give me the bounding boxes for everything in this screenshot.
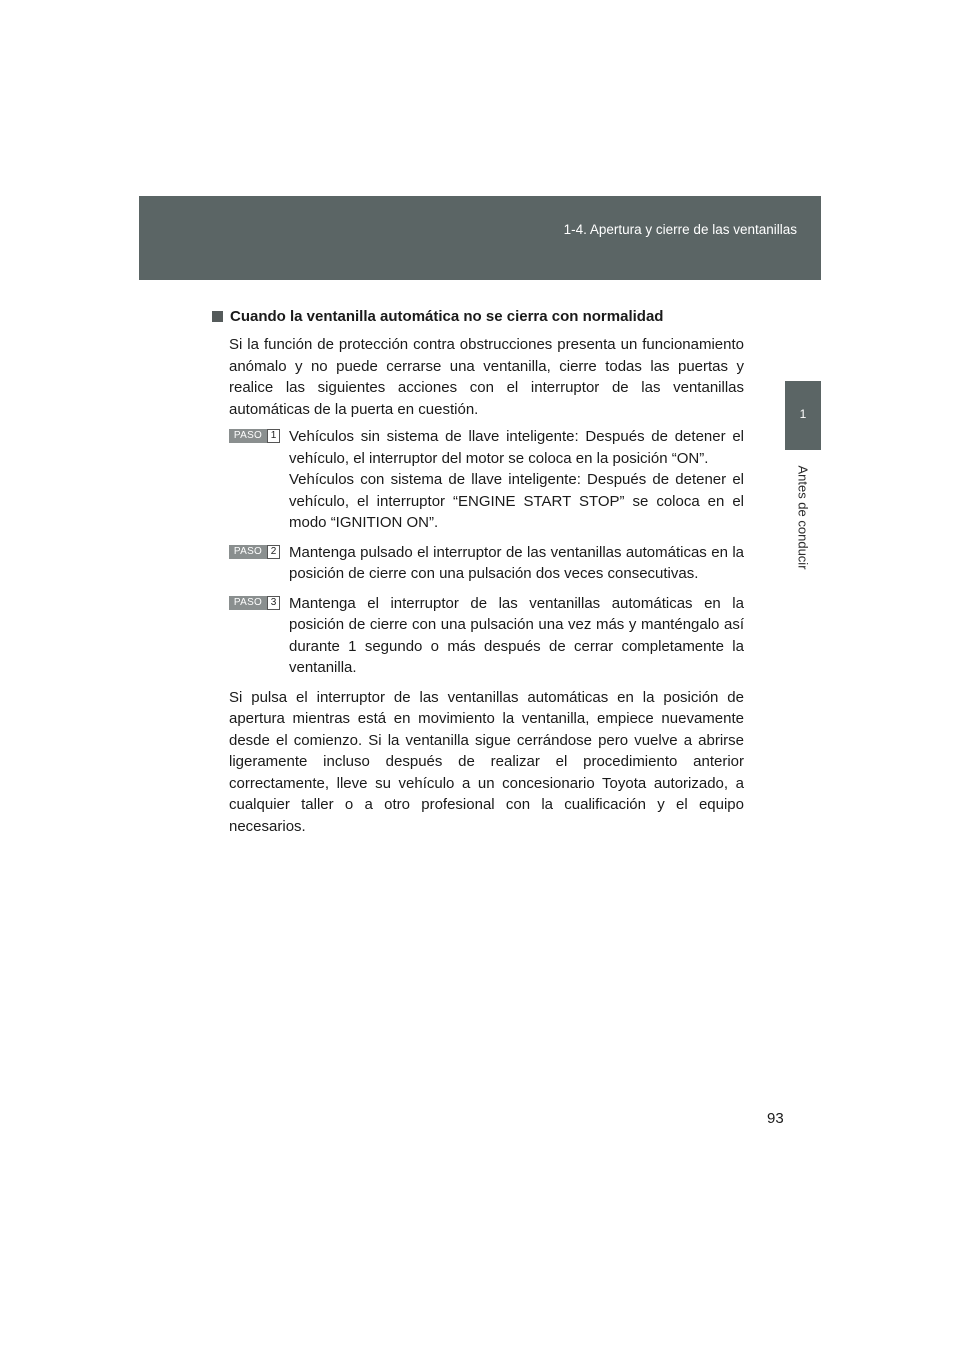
- step-badge-label: PASO: [229, 429, 267, 443]
- header-band: [139, 196, 821, 280]
- steps-list: [229, 426, 744, 679]
- step-paragraph: Mantenga el interruptor de las ventanillas automáticas en la posición de cierre con una pulsación una vez más y manténgalo así durante 1 segundo o más después de cerrar completamente la ventanilla.: [289, 594, 744, 676]
- chapter-number: 1: [799, 407, 807, 421]
- step-badge-label: PASO: [229, 596, 267, 610]
- step-text: [289, 593, 744, 679]
- step-badge-label: PASO: [229, 545, 267, 559]
- step-paragraph: Mantenga pulsado el interruptor de las ventanillas automáticas en la posición de cierre con una pulsación dos veces consecutivas.: [289, 543, 744, 582]
- chapter-label-wrapper: [795, 452, 811, 570]
- step-badge-number: 3: [267, 596, 280, 610]
- main-content: [212, 306, 744, 837]
- step-text: [289, 426, 744, 534]
- bullet-square-icon: [212, 311, 223, 322]
- step-badge-number: 1: [267, 429, 280, 443]
- step-text: [289, 542, 744, 585]
- closing-paragraph: Si pulsa el interruptor de las ventanillas automáticas en la posición de apertura mientras está en movimiento la ventanilla, empiece nuevamente desde el comienzo. Si la ventanilla sigue cerrándose pero vuelve a abrirse ligeramente incluso después de realizar el procedimiento anterior correctamente, lleve su vehículo a un concesionario Toyota autorizado, a cualquier taller o a otro profesional con la cualificación y el equipo necesarios.: [229, 688, 744, 835]
- chapter-label: Antes de conducir: [795, 465, 811, 570]
- step-badge: [229, 596, 280, 610]
- section-title: 1-4. Apertura y cierre de las ventanillas: [563, 222, 797, 237]
- step-paragraph: Vehículos con sistema de llave inteligente: Después de detener el vehículo, el interruptor “ENGINE START STOP” se coloca en el modo “IGNITION ON”.: [289, 471, 744, 531]
- intro-paragraph: Si la función de protección contra obstrucciones presenta un funcionamiento anómalo y no puede cerrarse una ventanilla, cierre todas las puertas y realice las siguientes acciones con el interruptor de las ventanillas automáticas de la puerta en cuestión.: [229, 336, 744, 418]
- step-badge: [229, 545, 280, 559]
- chapter-tab: [785, 381, 821, 450]
- heading-text: Cuando la ventanilla automática no se cierra con normalidad: [230, 308, 664, 325]
- step-badge-number: 2: [267, 545, 280, 559]
- step-2: [229, 542, 744, 585]
- step-1: [229, 426, 744, 534]
- section-heading: [212, 306, 744, 328]
- page-number: 93: [767, 1110, 784, 1127]
- step-badge: [229, 429, 280, 443]
- step-paragraph: Vehículos sin sistema de llave inteligente: Después de detener el vehículo, el interruptor del motor se coloca en la posición “ON”.: [289, 428, 744, 467]
- step-3: [229, 593, 744, 679]
